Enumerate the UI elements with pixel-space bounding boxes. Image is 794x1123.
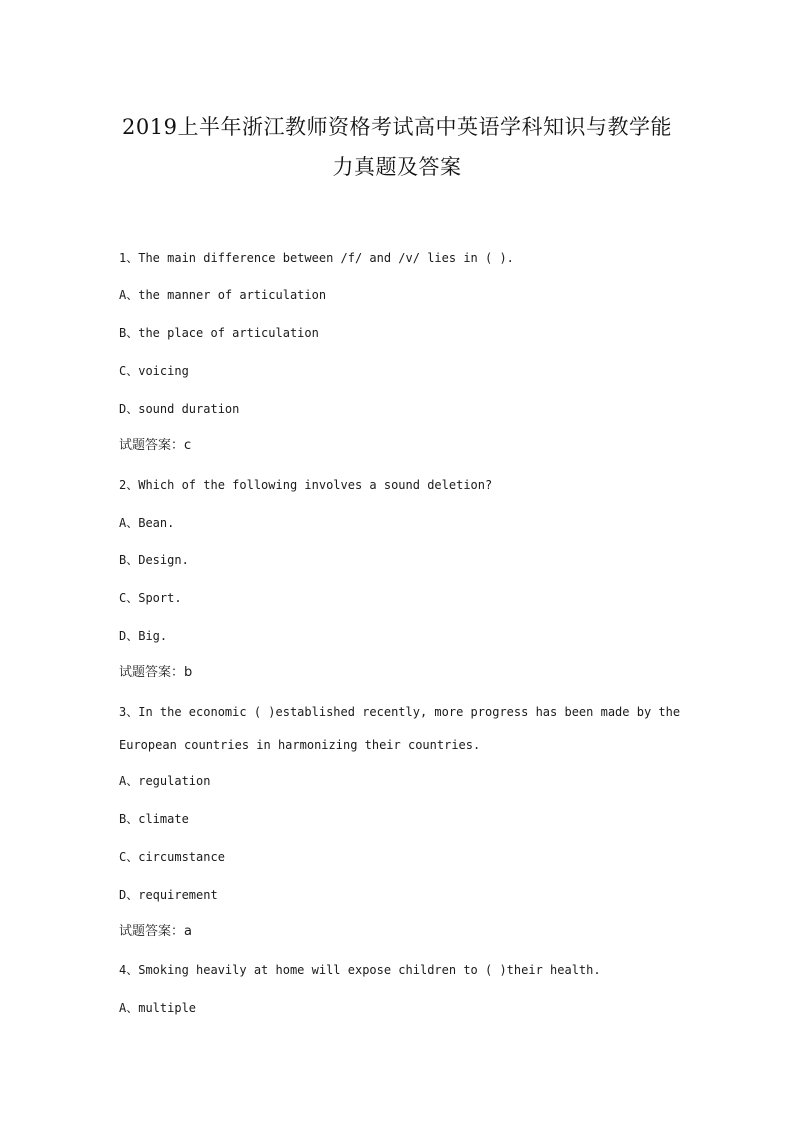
question-2-option-a: A、Bean. [119, 516, 175, 530]
question-3-option-c: C、circumstance [119, 850, 225, 864]
question-4-stem: 4、Smoking heavily at home will expose children to ( )their health. [119, 963, 601, 977]
question-2-answer: 试题答案：b [119, 665, 193, 680]
question-3-option-d: D、requirement [119, 888, 218, 902]
question-1-option-c: C、voicing [119, 364, 189, 378]
question-2-option-d: D、Big. [119, 629, 168, 643]
question-2-stem: 2、Which of the following involves a sound deletion? [119, 478, 493, 492]
question-2-option-b: B、Design. [119, 553, 189, 567]
question-1-answer: 试题答案：c [119, 438, 192, 453]
question-3-stem-line-2: European countries in harmonizing their countries. [119, 738, 481, 752]
document-title-line-2: 力真题及答案 [332, 155, 462, 179]
question-4-option-a: A、multiple [119, 1001, 197, 1015]
question-3-option-a: A、regulation [119, 774, 211, 788]
question-1-option-a: A、the manner of articulation [119, 288, 327, 302]
question-1-option-b: B、the place of articulation [119, 326, 319, 340]
question-1-option-d: D、sound duration [119, 402, 240, 416]
question-3-answer: 试题答案：a [119, 924, 192, 939]
question-1-stem: 1、The main difference between /f/ and /v/ lies in ( ). [119, 251, 514, 265]
question-3-stem-line-1: 3、In the economic ( )established recently, more progress has been made by the [119, 705, 681, 719]
document-title-line-1: 2019上半年浙江教师资格考试高中英语学科知识与教学能 [122, 115, 672, 139]
question-3-option-b: B、climate [119, 812, 189, 826]
question-2-option-c: C、Sport. [119, 591, 182, 605]
